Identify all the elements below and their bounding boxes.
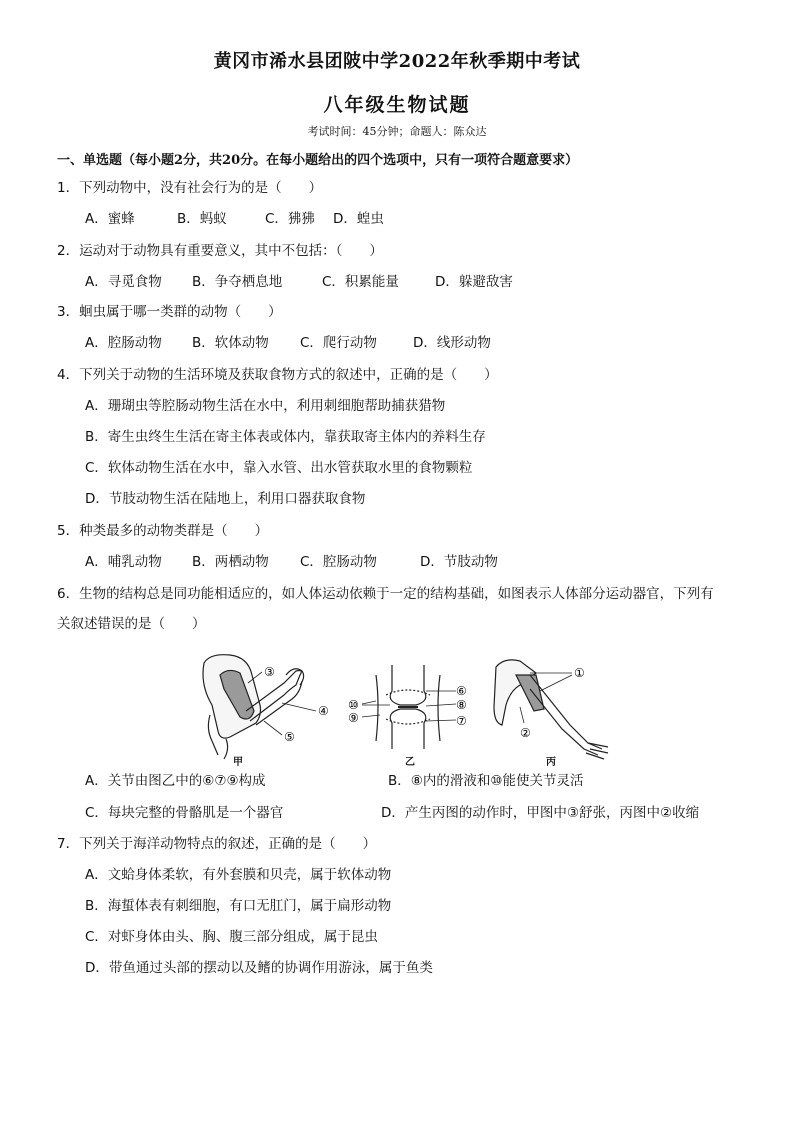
figure-label-bing: 丙 [546, 757, 556, 768]
figure-label-jia: 甲 [233, 757, 243, 768]
option-a: A．蜜蜂 [85, 211, 135, 227]
option-c: C．每块完整的骨骼肌是一个器官 [85, 805, 284, 821]
option-d: D．躲避敌害 [435, 274, 513, 290]
question-4-option-d: D．节肢动物生活在陆地上，利用口器获取食物 [85, 491, 366, 507]
question-4-option-b: B．寄生虫终生生活在寄主体表或体内，靠获取寄主体内的养料生存 [85, 429, 486, 445]
question-7-option-a: A．文蛤身体柔软，有外套膜和贝壳，属于软体动物 [85, 867, 392, 883]
figure-yi-joint [376, 665, 440, 749]
option-d: D．产生丙图的动作时，甲图中③舒张，丙图中②收缩 [381, 805, 700, 821]
question-1-stem: 1．下列动物中，没有社会行为的是（ ） [57, 180, 323, 196]
option-b: B．争夺栖息地 [192, 274, 283, 290]
question-7-option-c: C．对虾身体由头、胸、腹三部分组成，属于昆虫 [85, 929, 378, 945]
question-6-stem-line-2: 关叙述错误的是（ ） [57, 616, 206, 632]
label-6: ⑥ [456, 684, 467, 698]
question-6-stem-line-1: 6．生物的结构总是同功能相适应的，如人体运动依赖于一定的结构基础，如图表示人体部分运动器官，下列有 [57, 586, 714, 602]
section-heading: 一、单选题（每小题2分，共20分。在每小题给出的四个选项中，只有一项符合题意要求） [57, 153, 579, 168]
question-2-stem: 2．运动对于动物具有重要意义，其中不包括：（ ） [57, 243, 383, 259]
question-7-option-d: D．带鱼通过头部的摆动以及鳍的协调作用游泳，属于鱼类 [85, 960, 433, 976]
figure-label-yi: 乙 [405, 757, 415, 768]
question-3-stem: 3．蛔虫属于哪一类群的动物（ ） [57, 304, 282, 320]
option-b: B．⑧内的滑液和⑩能使关节灵活 [388, 773, 584, 789]
question-7-option-b: B．海蜇体表有刺细胞，有口无肛门，属于扁形动物 [85, 898, 392, 914]
label-4: ④ [318, 704, 329, 718]
option-c: C．爬行动物 [300, 335, 377, 351]
option-b: B．软体动物 [192, 335, 269, 351]
motor-organs-figure [190, 645, 620, 767]
option-b: B．蚂蚁 [177, 211, 227, 227]
question-4-stem: 4．下列关于动物的生活环境及获取食物方式的叙述中，正确的是（ ） [57, 367, 498, 383]
label-8: ⑧ [456, 698, 467, 712]
exam-meta: 考试时间：45分钟；命题人：陈众达 [307, 125, 487, 138]
exam-subtitle: 八年级生物试题 [323, 94, 471, 116]
label-2: ② [520, 726, 531, 740]
label-3: ③ [264, 665, 275, 679]
question-5-stem: 5．种类最多的动物类群是（ ） [57, 523, 269, 539]
figure-bing-arm [494, 660, 608, 759]
option-d: D．蝗虫 [333, 211, 384, 227]
option-c: C．积累能量 [322, 274, 399, 290]
exam-title: 黄冈市浠水县团陂中学2022年秋季期中考试 [213, 51, 581, 72]
label-9: ⑨ [348, 711, 359, 725]
option-a: A．哺乳动物 [85, 554, 162, 570]
question-4-option-a: A．珊瑚虫等腔肠动物生活在水中，利用刺细胞帮助捕获猎物 [85, 398, 446, 414]
label-10: ⑩ [348, 698, 359, 712]
label-5: ⑤ [284, 730, 295, 744]
option-c: C．腔肠动物 [300, 554, 377, 570]
label-1: ① [574, 666, 585, 680]
option-a: A．寻觅食物 [85, 274, 162, 290]
option-d: D．节肢动物 [420, 554, 498, 570]
option-a: A．腔肠动物 [85, 335, 162, 351]
option-a: A．关节由图乙中的⑥⑦⑨构成 [85, 773, 266, 789]
option-b: B．两栖动物 [192, 554, 269, 570]
question-7-stem: 7．下列关于海洋动物特点的叙述，正确的是（ ） [57, 836, 377, 852]
option-d: D．线形动物 [413, 335, 491, 351]
question-4-option-c: C．软体动物生活在水中，靠入水管、出水管获取水里的食物颗粒 [85, 460, 473, 476]
label-7: ⑦ [456, 714, 467, 728]
option-c: C．狒狒 [265, 211, 315, 227]
